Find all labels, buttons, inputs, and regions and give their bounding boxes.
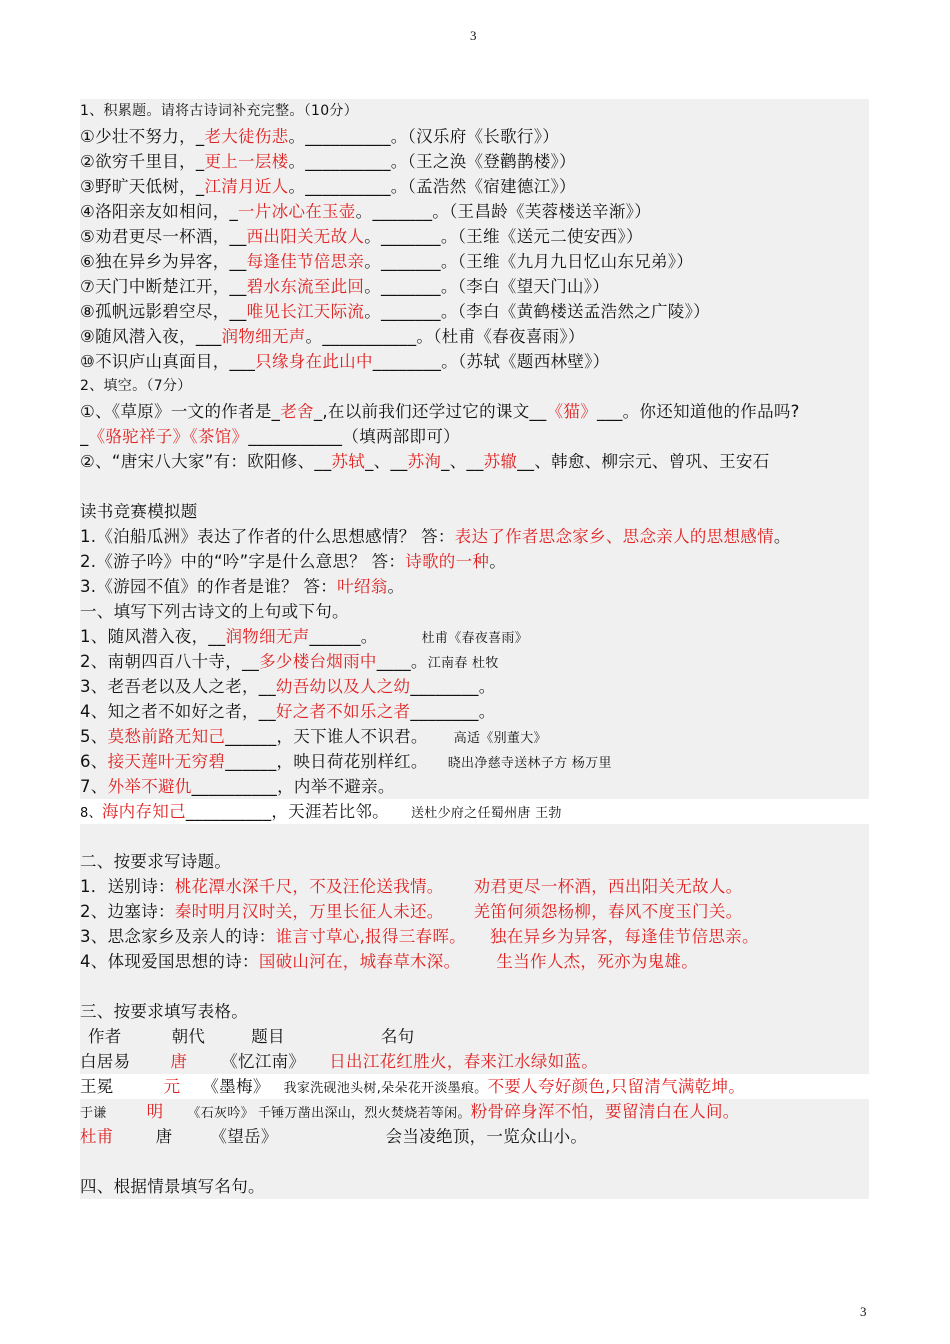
answer: 一片冰心在玉壶	[238, 202, 356, 221]
source-note: 杜甫《春夜喜雨》	[421, 631, 529, 646]
poem-line-5: ⑤劝君更尽一杯酒，__西出阳关无故人。_______。（王维《送元二使安西》）	[80, 227, 643, 246]
header-dynasty: 朝代	[171, 1027, 206, 1046]
document-body	[80, 99, 869, 1199]
part1-line3: 3、老吾老以及人之老，__幼吾幼以及人之幼________。	[80, 677, 496, 696]
answer: 谁言寸草心,报得三春晖。	[275, 927, 466, 946]
answer: 多少楼台烟雨中	[259, 652, 377, 671]
page-number-top: 3	[470, 28, 477, 43]
answer: 秦时明月汉时关，万里长征人未还。	[174, 902, 444, 921]
reading-q1: 1.《泊船瓜洲》表达了作者的什么思想感情？ 答：表达了作者思念家乡、思念亲人的思想感情。	[80, 527, 791, 546]
answer: 苏辙	[483, 452, 518, 471]
answer: 只缘身在此山中	[255, 352, 373, 371]
poem-line-6: ⑥独在异乡为异客，__每逢佳节倍思亲。_______。（王维《九月九日忆山东兄弟》）	[80, 252, 694, 271]
answer: 更上一层楼	[204, 152, 289, 171]
poem-line-3: ③野旷天低树，_江清月近人。__________。（孟浩然《宿建德江》）	[80, 177, 576, 196]
header-quote: 名句	[380, 1027, 415, 1046]
poem-line-8: ⑧孤帆远影碧空尽，__唯见长江天际流。_______。（李白《黄鹤楼送孟浩然之广陵》）	[80, 302, 710, 321]
answer: 羌笛何须怨杨柳，春风不度玉门关。	[473, 902, 743, 921]
part2-line3: 3、思念家乡及亲人的诗：谁言寸草心,报得三春晖。 独在异乡为异客，每逢佳节倍思亲。	[80, 927, 759, 946]
answer: 劝君更尽一杯酒，西出阳关无故人。	[473, 877, 743, 896]
answer: 苏轼	[331, 452, 366, 471]
part2-line4: 4、体现爱国思想的诗：国破山河在，城春草木深。 生当作人杰，死亦为鬼雄。	[80, 952, 699, 971]
part2-line1: 1．送别诗：桃花潭水深千尺，不及汪伦送我情。 劝君更尽一杯酒，西出阳关无故人。	[80, 877, 743, 896]
answer: 表达了作者思念家乡、思念亲人的思想感情	[454, 527, 774, 546]
answer: 桃花潭水深千尺，不及汪伦送我情。	[174, 877, 444, 896]
source-note: 晓出净慈寺送林子方 杨万里	[447, 756, 612, 771]
poem-line-1: ①少壮不努力，_老大徒伤悲。__________。（汉乐府《长歌行》）	[80, 127, 560, 146]
answer: 诗歌的一种	[405, 552, 490, 571]
part1-title: 一、填写下列古诗文的上句或下句。	[80, 602, 349, 621]
answer: 唯见长江天际流	[246, 302, 365, 321]
answer: 莫愁前路无知己	[107, 727, 226, 746]
answer: 苏洵	[407, 452, 442, 471]
poem-line-10: ⑩不识庐山真面目，___只缘身在此山中________。（苏轼《题西林壁》）	[80, 352, 610, 371]
part2-title: 二、按要求写诗题。	[80, 852, 232, 871]
fill-q1-line2: _《骆驼祥子》《茶馆》___________（填两部即可）	[80, 427, 460, 446]
reading-title: 读书竞赛模拟题	[80, 502, 198, 521]
part1-line6: 6、接天莲叶无穷碧______，映日荷花别样红。 晓出净慈寺送林子方 杨万里	[80, 752, 612, 771]
blank-line	[80, 1149, 869, 1174]
table-row: 王冕 元 《墨梅》 我家洗砚池头树,朵朵花开淡墨痕。不要人夸好颜色,只留清气满乾坤。	[80, 1074, 869, 1099]
answer: 《猫》	[546, 402, 598, 421]
poem-line-9: ⑨随风潜入夜，___润物细无声。___________。（杜甫《春夜喜雨》）	[80, 327, 585, 346]
blank-line	[80, 824, 869, 849]
answer: 外举不避仇	[107, 777, 192, 796]
table-row: 杜甫 唐 《望岳》 会当凌绝顶，一览众山小。	[80, 1127, 588, 1146]
part1-line1: 1、随风潜入夜，__润物细无声______。 杜甫《春夜喜雨》	[80, 627, 529, 646]
answer: 海内存知己	[101, 802, 186, 821]
poem-line-2: ②欲穷千里目，_更上一层楼。__________。（王之涣《登鹳鹊楼》）	[80, 152, 576, 171]
source-note: 高适《别董大》	[453, 731, 547, 746]
part1-line7: 7、外举不避仇__________，内举不避亲。	[80, 777, 395, 796]
answer: 幼吾幼以及人之幼	[275, 677, 411, 696]
answer: 接天莲叶无穷碧	[107, 752, 226, 771]
answer: 国破山河在，城春草木深。	[258, 952, 461, 971]
answer: 江清月近人	[204, 177, 289, 196]
part2-line2: 2、边塞诗：秦时明月汉时关，万里长征人未还。 羌笛何须怨杨柳，春风不度玉门关。	[80, 902, 743, 921]
part1-line4: 4、知之者不如好之者，__好之者不如乐之者________。	[80, 702, 496, 721]
answer: 叶绍翁	[337, 577, 388, 596]
answer: 独在异乡为异客，每逢佳节倍思亲。	[489, 927, 759, 946]
table-row: 白居易 唐 《忆江南》 日出江花红胜火，春来江水绿如蓝。	[80, 1052, 599, 1071]
poem-line-7: ⑦天门中断楚江开，__碧水东流至此回。_______。（李白《望天门山》）	[80, 277, 610, 296]
answer: 老舍	[280, 402, 314, 421]
page-number-bottom: 3	[860, 1304, 867, 1319]
answer: 每逢佳节倍思亲	[246, 252, 365, 271]
answer: 西出阳关无故人	[246, 227, 365, 246]
part1-line8: 8、海内存知己__________，天涯若比邻。 送杜少府之任蜀州唐 王勃	[80, 799, 869, 824]
reading-q2: 2.《游子吟》中的“吟”字是什么意思？ 答：诗歌的一种。	[80, 552, 506, 571]
part3-title: 三、按要求填写表格。	[80, 1002, 248, 1021]
reading-q3: 3.《游园不值》的作者是谁？ 答：叶绍翁。	[80, 577, 405, 596]
blank-line	[80, 474, 869, 499]
part1-line2: 2、南朝四百八十寺，__多少楼台烟雨中____。江南春 杜牧	[80, 652, 499, 671]
header-title: 题目	[251, 1027, 285, 1046]
answer: 好之者不如乐之者	[275, 702, 411, 721]
source-note: 江南春 杜牧	[427, 656, 499, 671]
part4-title: 四、根据情景填写名句。	[80, 1177, 265, 1196]
table-row: 于谦 明 《石灰吟》 千锤万凿出深山，烈火焚烧若等闲。粉骨碎身浑不怕，要留清白在人间。	[80, 1102, 740, 1121]
fill-q1-line1: ①、《草原》一文的作者是_老舍_,在以前我们还学过它的课文__《猫》___。你还知道他的作品吗?	[80, 402, 800, 421]
poem-line-4: ④洛阳亲友如相问，_一片冰心在玉壶。_______。（王昌龄《芙蓉楼送辛渐》）	[80, 202, 652, 221]
answer: 生当作人杰，死亦为鬼雄。	[496, 952, 699, 971]
answer: 《骆驼祥子》《茶馆》	[88, 427, 249, 446]
source-note: 送杜少府之任蜀州唐 王勃	[410, 806, 562, 821]
section2-title: 2、填空。（7分）	[80, 378, 192, 394]
header-author: 作者	[88, 1027, 122, 1046]
blank-line	[80, 974, 869, 999]
fill-q2: ②、“唐宋八大家”有：欧阳修、__苏轼_、__苏洵_、__苏辙__、韩愈、柳宗元、曾巩、王安石	[80, 452, 770, 471]
answer: 润物细无声	[221, 327, 306, 346]
part1-line5: 5、莫愁前路无知己______，天下谁人不识君。 高适《别董大》	[80, 727, 547, 746]
table-header	[80, 1024, 869, 1049]
section1-title: 1、积累题。请将古诗词补充完整。（10分）	[80, 103, 359, 119]
answer: 碧水东流至此回	[246, 277, 365, 296]
answer: 润物细无声	[225, 627, 310, 646]
answer: 老大徒伤悲	[204, 127, 289, 146]
